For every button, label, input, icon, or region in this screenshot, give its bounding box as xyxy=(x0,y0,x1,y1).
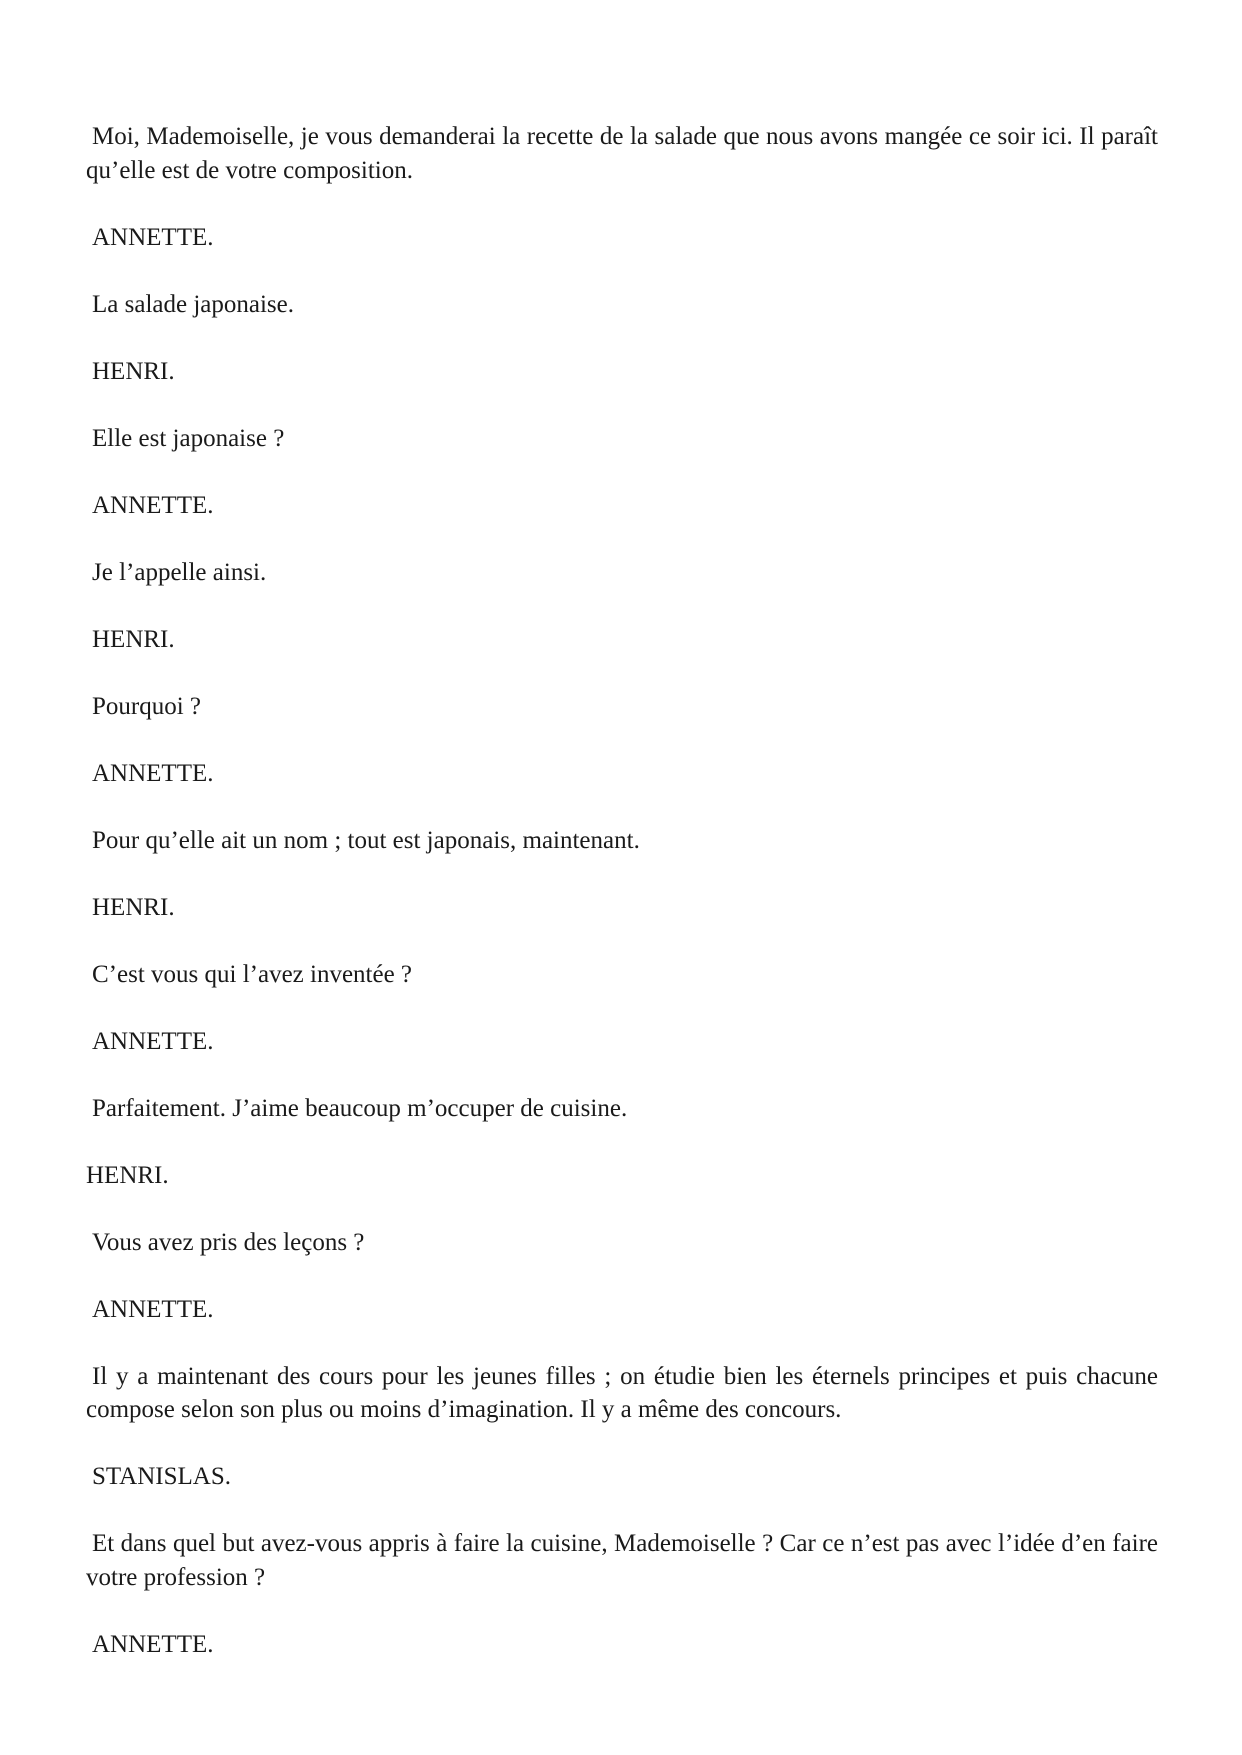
speaker-name: ANNETTE. xyxy=(92,759,214,787)
speech-line: Il y a maintenant des cours pour les jeunes filles ; on étudie bien les éternels principes et puis chacune compose selon son plus ou moins d’imagination. Il y a même des concours. xyxy=(86,1362,1158,1423)
speaker-name: STANISLAS. xyxy=(92,1463,231,1490)
speech-line: Parfaitement. J’aime beaucoup m’occuper de cuisine. xyxy=(92,1094,628,1122)
speech-line: Moi, Mademoiselle, je vous demanderai la recette de la salade que nous avons mangée ce soir ici. Il paraît qu’elle est de votre composition. xyxy=(86,123,1158,184)
speaker-name: ANNETTE. xyxy=(92,1027,214,1055)
speaker-name: ANNETTE. xyxy=(92,491,214,519)
speech-line: Pourquoi ? xyxy=(92,692,202,720)
speaker-name: HENRI. xyxy=(86,1161,169,1189)
speaker-name: ANNETTE. xyxy=(92,223,214,251)
speech-line: La salade japonaise. xyxy=(92,290,294,318)
speech-line: Elle est japonaise ? xyxy=(92,424,285,452)
speaker-name: HENRI. xyxy=(92,625,175,653)
document-page xyxy=(86,120,1158,1695)
speech-line: Vous avez pris des leçons ? xyxy=(92,1228,365,1256)
speech-line: C’est vous qui l’avez inventée ? xyxy=(92,960,413,988)
speaker-name: ANNETTE. xyxy=(92,1630,214,1658)
speech-line: Pour qu’elle ait un nom ; tout est japonais, maintenant. xyxy=(92,826,640,854)
speech-line: Et dans quel but avez-vous appris à faire la cuisine, Mademoiselle ? Car ce n’est pas avec l’idée d’en faire votre profession ? xyxy=(86,1530,1158,1591)
speaker-name: ANNETTE. xyxy=(92,1295,214,1323)
speech-line: Je l’appelle ainsi. xyxy=(92,558,267,586)
speaker-name: HENRI. xyxy=(92,357,175,385)
speaker-name: HENRI. xyxy=(92,893,175,921)
